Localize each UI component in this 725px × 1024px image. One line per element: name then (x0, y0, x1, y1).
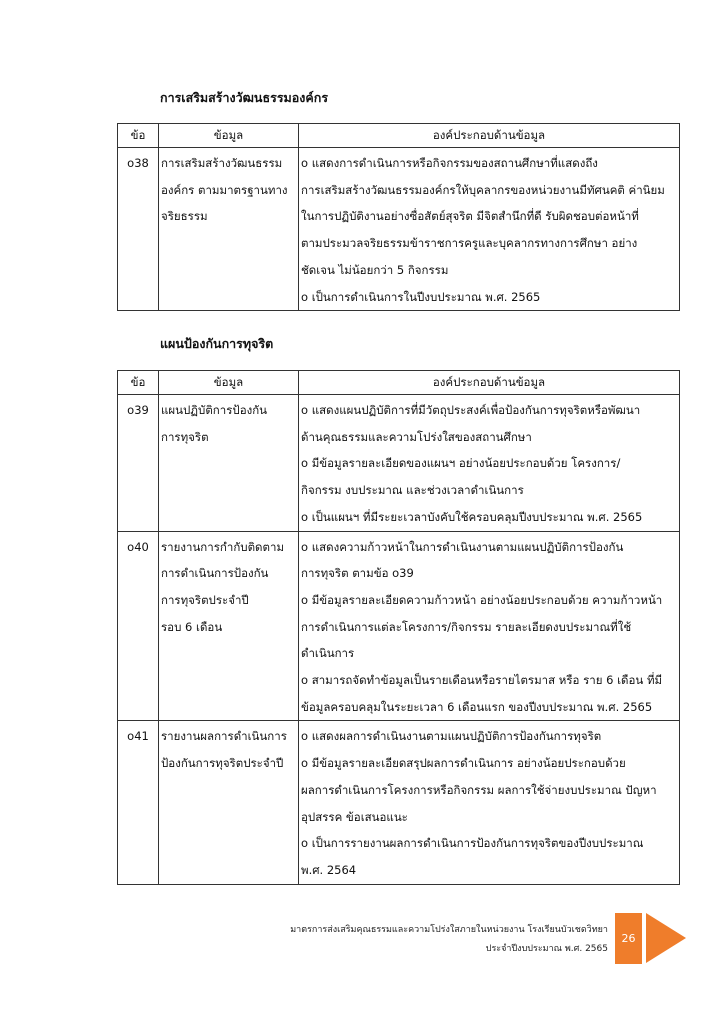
component-line: การทุจริต ตามข้อ o39 (301, 566, 414, 581)
component-line: ชัดเจน ไม่น้อยกว่า 5 กิจกรรม (301, 262, 449, 277)
component-line: o เป็นแผนฯ ที่มีระยะเวลาบังคับใช้ครอบคลุมปีงบประมาณ พ.ศ. 2565 (301, 509, 643, 524)
header-components: องค์ประกอบด้านข้อมูล (299, 371, 680, 395)
row-id-text: o41 (127, 729, 149, 744)
info-line: ป้องกันการทุจริตประจำปี (161, 756, 284, 771)
info-line: จริยธรรม (161, 209, 208, 224)
component-line: o มีข้อมูลรายละเอียดสรุปผลการดำเนินการ อย่างน้อยประกอบด้วย (301, 756, 626, 771)
section-heading-anti-corruption-plan: แผนป้องกันการทุจริต (160, 336, 274, 351)
row-components (299, 531, 680, 721)
header-item-no: ข้อ (118, 371, 159, 395)
table-row (118, 148, 680, 311)
table-anti-corruption-plan (117, 370, 680, 885)
component-line: ข้อมูลครอบคลุมในระยะเวลา 6 เดือนแรก ของปีงบประมาณ พ.ศ. 2565 (301, 699, 653, 714)
component-line: o แสดงผลการดำเนินงานตามแผนปฏิบัติการป้องกันการทุจริต (301, 729, 602, 744)
table-organizational-culture (117, 123, 680, 311)
table-row (118, 395, 680, 532)
component-line: o มีข้อมูลรายละเอียดของแผนฯ อย่างน้อยประกอบด้วย โครงการ/ (301, 456, 621, 471)
row-id-text: o40 (127, 539, 149, 554)
page-number: 26 (615, 913, 642, 964)
row-id-text: o39 (127, 403, 149, 417)
table-header-row (118, 371, 680, 395)
component-line: ตามประมวลจริยธรรมข้าราชการครูและบุคลากรทางการศึกษา อย่าง (301, 236, 638, 251)
footer-fiscal-year: ประจำปีงบประมาณ พ.ศ. 2565 (485, 944, 608, 954)
component-line: กิจกรรม งบประมาณ และช่วงเวลาดำเนินการ (301, 483, 524, 498)
info-line: การทุจริตประจำปี (161, 592, 249, 607)
info-line: รายงานผลการดำเนินการ (161, 729, 287, 744)
row-components (299, 395, 680, 532)
component-line: พ.ศ. 2564 (301, 862, 357, 877)
row-id (118, 148, 159, 311)
component-line: o เป็นการรายงานผลการดำเนินการป้องกันการทุจริตของปีงบประมาณ (301, 836, 644, 851)
info-line: รอบ 6 เดือน (161, 619, 223, 634)
row-info (159, 148, 299, 311)
component-line: การเสริมสร้างวัฒนธรรมองค์กรให้บุคลากรของหน่วยงานมีทัศนคติ ค่านิยม (301, 182, 665, 197)
info-line: องค์กร ตามมาตรฐานทาง (161, 182, 288, 197)
component-line: o แสดงความก้าวหน้าในการดำเนินงานตามแผนปฏิบัติการป้องกัน (301, 539, 624, 554)
row-id (118, 531, 159, 721)
table-row (118, 531, 680, 721)
info-line: การทุจริต (161, 429, 209, 444)
info-line: การเสริมสร้างวัฒนธรรม (161, 156, 283, 170)
component-line: o แสดงการดำเนินการหรือกิจกรรมของสถานศึกษาที่แสดงถึง (301, 156, 598, 170)
row-info (159, 721, 299, 884)
header-components: องค์ประกอบด้านข้อมูล (299, 124, 680, 148)
component-line: o แสดงแผนปฏิบัติการที่มีวัตถุประสงค์เพื่อป้องกันการทุจริตหรือพัฒนา (301, 403, 641, 417)
info-line: รายงานการกำกับติดตาม (161, 539, 285, 554)
info-line: การดำเนินการป้องกัน (161, 566, 269, 581)
component-line: การดำเนินการแต่ละโครงการ/กิจกรรม รายละเอียดงบประมาณที่ใช้ (301, 619, 632, 634)
row-id-text: o38 (127, 156, 149, 170)
row-components (299, 148, 680, 311)
component-line: ในการปฏิบัติงานอย่างซื่อสัตย์สุจริต มีจิตสำนึกที่ดี รับผิดชอบต่อหน้าที่ (301, 209, 639, 224)
header-info: ข้อมูล (159, 371, 299, 395)
table-body (118, 148, 680, 311)
row-id (118, 395, 159, 532)
row-id (118, 721, 159, 884)
table-body (118, 395, 680, 885)
table-row (118, 721, 680, 884)
footer-title: มาตรการส่งเสริมคุณธรรมและความโปร่งใสภายในหน่วยงาน โรงเรียนบัวเชดวิทยา (290, 925, 608, 935)
arrow-right-icon (646, 913, 686, 963)
row-components (299, 721, 680, 884)
component-line: ดำเนินการ (301, 646, 355, 661)
component-line: ผลการดำเนินการโครงการหรือกิจกรรม ผลการใช้จ่ายงบประมาณ ปัญหา (301, 782, 657, 797)
component-line: o มีข้อมูลรายละเอียดความก้าวหน้า อย่างน้อยประกอบด้วย ความก้าวหน้า (301, 592, 663, 607)
component-line: ด้านคุณธรรมและความโปร่งใสของสถานศึกษา (301, 429, 532, 444)
row-info (159, 395, 299, 532)
component-line: o สามารถจัดทำข้อมูลเป็นรายเดือนหรือรายไตรมาส หรือ ราย 6 เดือน ที่มี (301, 673, 663, 688)
header-item-no: ข้อ (118, 124, 159, 148)
info-line: แผนปฏิบัติการป้องกัน (161, 403, 268, 417)
component-line: อุปสรรค ข้อเสนอแนะ (301, 809, 408, 824)
component-line: o เป็นการดำเนินการในปีงบประมาณ พ.ศ. 2565 (301, 289, 541, 304)
table-header-row (118, 124, 680, 148)
row-info (159, 531, 299, 721)
section-heading-organizational-culture: การเสริมสร้างวัฒนธรรมองค์กร (160, 90, 329, 105)
header-info: ข้อมูล (159, 124, 299, 148)
